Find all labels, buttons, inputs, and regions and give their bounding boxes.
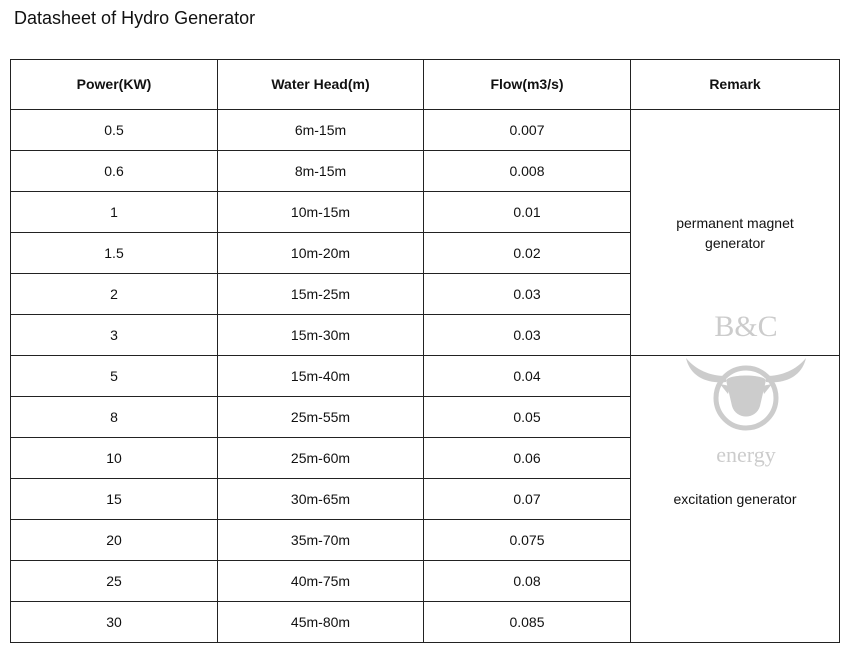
cell-power: 0.6 bbox=[11, 151, 218, 192]
cell-flow: 0.02 bbox=[424, 233, 631, 274]
remark-text: excitation generator bbox=[673, 491, 797, 507]
cell-power: 25 bbox=[11, 561, 218, 602]
cell-flow: 0.085 bbox=[424, 602, 631, 643]
remark-text: permanent magnet generator bbox=[676, 214, 794, 251]
cell-remark-excitation bbox=[631, 356, 840, 643]
cell-remark-permanent-magnet bbox=[631, 110, 840, 356]
cell-water-head: 40m-75m bbox=[218, 561, 424, 602]
cell-flow: 0.04 bbox=[424, 356, 631, 397]
cell-flow: 0.07 bbox=[424, 479, 631, 520]
cell-water-head: 6m-15m bbox=[218, 110, 424, 151]
cell-power: 2 bbox=[11, 274, 218, 315]
cell-water-head: 45m-80m bbox=[218, 602, 424, 643]
cell-water-head: 25m-60m bbox=[218, 438, 424, 479]
watermark-bottom-text: energy bbox=[716, 442, 776, 467]
cell-water-head: 15m-40m bbox=[218, 356, 424, 397]
cell-flow: 0.03 bbox=[424, 274, 631, 315]
table-row bbox=[11, 356, 840, 397]
cell-power: 30 bbox=[11, 602, 218, 643]
header-power: Power(KW) bbox=[11, 60, 218, 110]
cell-water-head: 35m-70m bbox=[218, 520, 424, 561]
cell-flow: 0.03 bbox=[424, 315, 631, 356]
cell-power: 1 bbox=[11, 192, 218, 233]
cell-water-head: 10m-20m bbox=[218, 233, 424, 274]
table-header-row bbox=[11, 60, 840, 110]
cell-power: 15 bbox=[11, 479, 218, 520]
cell-water-head: 8m-15m bbox=[218, 151, 424, 192]
cell-water-head: 30m-65m bbox=[218, 479, 424, 520]
header-water-head: Water Head(m) bbox=[218, 60, 424, 110]
cell-water-head: 15m-25m bbox=[218, 274, 424, 315]
datasheet-table bbox=[10, 59, 840, 643]
header-remark: Remark bbox=[631, 60, 840, 110]
cell-flow: 0.008 bbox=[424, 151, 631, 192]
cell-power: 3 bbox=[11, 315, 218, 356]
cell-flow: 0.05 bbox=[424, 397, 631, 438]
cell-water-head: 25m-55m bbox=[218, 397, 424, 438]
cell-power: 1.5 bbox=[11, 233, 218, 274]
watermark-top-text: B&C bbox=[714, 310, 778, 343]
cell-power: 8 bbox=[11, 397, 218, 438]
cell-flow: 0.007 bbox=[424, 110, 631, 151]
cell-flow: 0.075 bbox=[424, 520, 631, 561]
table-row bbox=[11, 110, 840, 151]
header-flow: Flow(m3/s) bbox=[424, 60, 631, 110]
cell-power: 10 bbox=[11, 438, 218, 479]
page-title: Datasheet of Hydro Generator bbox=[14, 8, 256, 28]
cell-flow: 0.01 bbox=[424, 192, 631, 233]
cell-power: 0.5 bbox=[11, 110, 218, 151]
cell-power: 5 bbox=[11, 356, 218, 397]
cell-power: 20 bbox=[11, 520, 218, 561]
cell-water-head: 15m-30m bbox=[218, 315, 424, 356]
cell-water-head: 10m-15m bbox=[218, 192, 424, 233]
cell-flow: 0.08 bbox=[424, 561, 631, 602]
cell-flow: 0.06 bbox=[424, 438, 631, 479]
